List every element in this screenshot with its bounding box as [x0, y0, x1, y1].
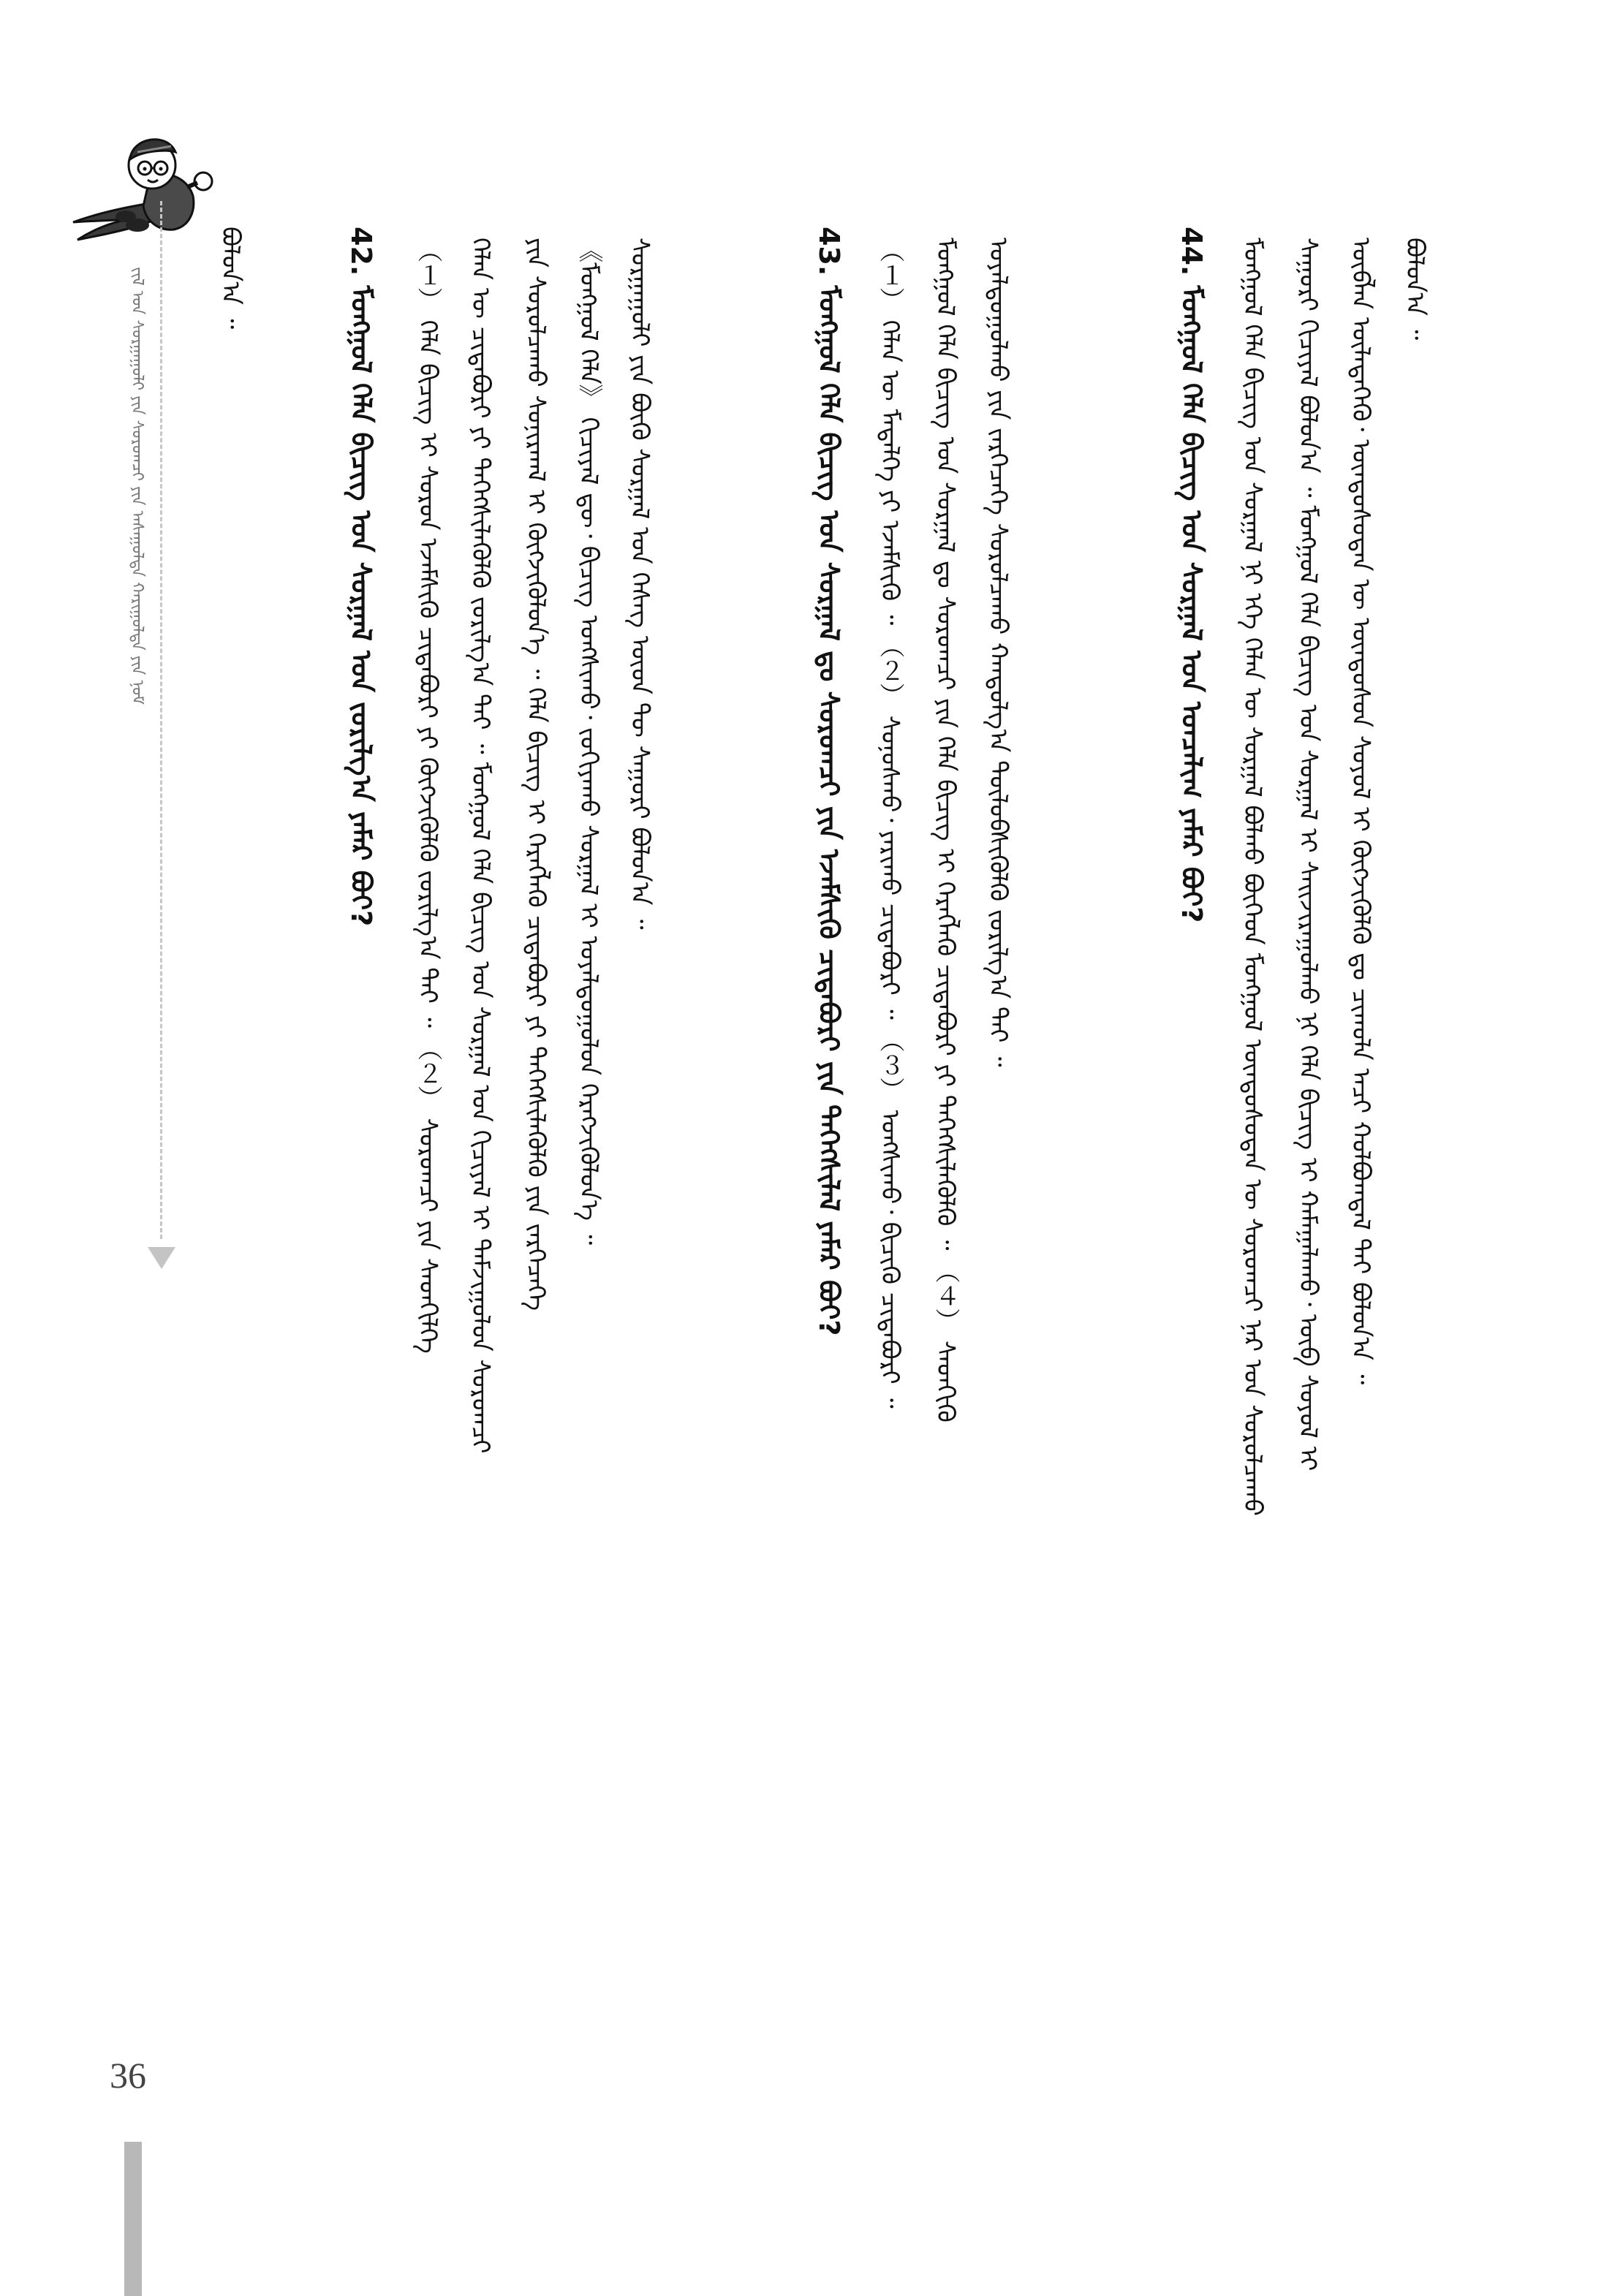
answer-42-line: ᠬᠡᠯᠡᠨ ᠦ ᠴᠢᠳᠠᠪᠤᠷᠢ ᠶᠢ ᠳᠡᠭᠡᠭᠰᠢᠯᠡᠭᠦᠯᠬᠦ ᠵᠣᠷᠢᠯᠭ᠎ᠠ ᠲᠠᠢ ᠃ ᠮᠣᠩᠭᠣᠯ ᠬᠡᠯᠡ ᠪᠢᠴᠢᠭ ᠤᠨ ᠰᠤᠷᠭᠠᠯ ᠤᠨ ᠬᠢᠴᠢᠶᠡᠯ ᠢ ᠳᠠᠮᠵᠢᠭᠤᠯᠤᠨ ᠰᠤᠷᠤᠭᠴᠢ [466, 238, 495, 1454]
page-number: 36 [110, 2055, 146, 2096]
question-43-heading: 43. ᠮᠣᠩᠭᠣᠯ ᠬᠡᠯᠡ ᠪᠢᠴᠢᠭ ᠤᠨ ᠰᠤᠷᠭᠠᠯ ᠳᠤ ᠰᠤᠷᠤᠭᠴᠢ ᠶᠢᠨ ᠡᠵᠡᠮᠰᠢᠬᠦ ᠴᠢᠳᠠᠪᠤᠷᠢ ᠶᠢᠨ ᠳᠡᠭᠡᠭᠰᠢᠯᠡᠯ ᠶᠠᠮᠠᠷ ᠪᠤᠢ? [813, 227, 845, 1336]
header-dashed-rule [160, 201, 162, 1239]
answer-43-line: （１） ᠬᠡᠯᠡᠨ ᠦ ᠮᠡᠳᠡᠯᠭᠡ ᠶᠢ ᠡᠵᠡᠮᠰᠢᠬᠦ ᠃ （２） ᠰᠣᠨᠤᠰᠬᠤ᠂ ᠶᠠᠷᠢᠬᠤ ᠴᠢᠳᠠᠪᠤᠷᠢ ᠃ （３） ᠤᠩᠰᠢᠬᠤ᠂ ᠪᠢᠴᠢᠬᠦ ᠴᠢᠳᠠᠪᠤᠷᠢ ᠃ [875, 238, 904, 1409]
running-header: ᠵᠢᠯ ᠤᠨ ᠰᠤᠷᠭᠠᠭᠤᠯᠢ ᠶᠢᠨ ᠰᠤᠷᠤᠭᠴᠢ ᠶᠢᠨ ᠠᠰᠠᠭᠤᠯᠲᠠ ᠬᠠᠷᠢᠭᠤᠯᠲᠠ ᠶᠢᠨ ᠨᠣᠮ [128, 267, 146, 705]
header-arrow-icon [148, 1247, 175, 1269]
question-44-heading: 44. ᠮᠣᠩᠭᠣᠯ ᠬᠡᠯᠡ ᠪᠢᠴᠢᠭ ᠤᠨ ᠰᠤᠷᠭᠠᠯ ᠤᠨ ᠣᠨᠴᠠᠯᠢᠭ ᠶᠠᠮᠠᠷ ᠪᠤᠢ? [1176, 227, 1208, 923]
answer-42-line: ᠶᠢᠨ ᠰᠤᠷᠤᠯᠴᠠᠬᠤ ᠰᠣᠨᠢᠷᠬᠠᠯ ᠢ ᠬᠥᠭᠵᠢᠭᠦᠯᠦᠨ᠎ᠡ ᠃ ᠬᠡᠯᠡ ᠪᠢᠴᠢᠭ ᠢ ᠬᠡᠷᠡᠭᠯᠡᠬᠦ ᠴᠢᠳᠠᠪᠤᠷᠢ ᠶᠢ ᠳᠡᠭᠡᠭᠰᠢᠯᠡᠭᠦᠯᠬᠦ ᠶᠢᠨ ᠵᠡᠷᠭᠡᠴᠡᠭᠡ [521, 238, 551, 1311]
answer-44-line: ᠥᠪᠯᠡᠨ ᠦᠯᠡᠳᠡᠭᠡᠬᠦ᠂ ᠦᠨᠳᠦᠰᠦᠲᠡᠨ ᠦ ᠦᠨᠳᠦᠰᠦᠨ ᠰᠣᠶᠣᠯ ᠢ ᠬᠥᠭᠵᠢᠭᠦᠯᠬᠦ ᠳᠤ ᠴᠢᠬᠤᠯᠠ ᠠᠴᠢ ᠬᠣᠯᠪᠣᠭᠳᠠᠯ ᠲᠠᠢ ᠪᠣᠯᠤᠨ᠎ᠠ ᠃ [1346, 238, 1375, 1385]
answer-44-line: ᠪᠣᠯᠤᠨ᠎ᠠ ᠃ [1400, 238, 1429, 341]
cartoon-boy-icon [64, 130, 222, 254]
answer-42-line: ᠰᠤᠷᠭᠠᠭᠤᠯᠢ ᠶᠢᠨ ᠪᠦᠬᠦ ᠰᠤᠷᠭᠠᠯ ᠤᠨ ᠬᠡᠰᠡᠭ ᠦᠳ ᠲᠦ ᠰᠠᠭᠤᠷᠢ ᠪᠣᠯᠤᠨ᠎ᠠ ᠃ [625, 238, 654, 930]
answer-43-line: ᠮᠣᠩᠭᠣᠯ ᠬᠡᠯᠡ ᠪᠢᠴᠢᠭ ᠤᠨ ᠰᠤᠷᠭᠠᠯ ᠳᠤ ᠰᠤᠷᠤᠭᠴᠢ ᠶᠢᠨ ᠬᠡᠯᠡ ᠪᠢᠴᠢᠭ ᠢ ᠬᠡᠷᠡᠭᠯᠡᠬᠦ ᠴᠢᠳᠠᠪᠤᠷᠢ ᠶᠢ ᠳᠡᠭᠡᠭᠰᠢᠯᠡᠭᠦᠯᠬᠦ ᠃ （４） ᠰᠡᠳᠬᠢᠬᠦ [931, 238, 960, 1422]
answer-43-line: ᠤᠶᠠᠯᠳᠤᠭᠤᠯᠬᠤ ᠶᠢᠨ ᠵᠡᠷᠭᠡᠴᠡᠭᠡ ᠰᠤᠷᠤᠯᠴᠠᠬᠤ ᠬᠠᠨᠳᠤᠯᠭ᠎ᠠ ᠲᠥᠯᠥᠪᠰᠢᠭᠦᠯᠬᠦ ᠵᠣᠷᠢᠯᠭ᠎ᠠ ᠲᠠᠢ ᠃ [983, 238, 1013, 1067]
answer-44-line: ᠰᠠᠭᠤᠷᠢ ᠬᠢᠴᠢᠶᠡᠯ ᠪᠣᠯᠤᠨ᠎ᠠ ᠃ ᠮᠣᠩᠭᠣᠯ ᠬᠡᠯᠡ ᠪᠢᠴᠢᠭ ᠤᠨ ᠰᠤᠷᠭᠠᠯ ᠢ ᠰᠠᠢᠵᠢᠷᠠᠭᠤᠯᠬᠤ ᠨᠢ ᠬᠡᠯᠡ ᠪᠢᠴᠢᠭ ᠢ ᠬᠠᠮᠠᠭᠠᠯᠠᠬᠤ᠂ ᠥᠪ ᠰᠣᠶᠣᠯ ᠢ [1293, 238, 1323, 1471]
answer-42-line: （１） ᠬᠡᠯᠡ ᠪᠢᠴᠢᠭ ᠢ ᠰᠤᠷᠤᠨ ᠡᠵᠡᠮᠰᠢᠬᠦ ᠴᠢᠳᠠᠪᠤᠷᠢ ᠶᠢ ᠬᠥᠭᠵᠢᠭᠦᠯᠬᠦ ᠵᠣᠷᠢᠯᠭ᠎ᠠ ᠲᠠᠢ ᠃ （２） ᠰᠤᠷᠤᠭᠴᠢ ᠶᠢᠨ ᠰᠡᠳᠬᠢᠯᠭᠡ [413, 238, 442, 1354]
text-column: ᠪᠣᠯᠤᠨ᠎ᠠ ᠃ [216, 227, 245, 330]
answer-42-line: 《ᠮᠣᠩᠭᠣᠯ ᠬᠡᠯᠡ》 ᠬᠢᠴᠢᠶᠡᠯ ᠳᠦ᠂ ᠪᠢᠴᠢᠭ ᠤᠩᠰᠢᠬᠤ᠂ ᠵᠣᠬᠢᠶᠠᠬᠤ ᠰᠤᠷᠭᠠᠯ ᠢ ᠤᠶᠠᠯᠳᠤᠭᠤᠯᠤᠨ ᠬᠡᠷᠡᠭᠵᠢᠭᠦᠯᠦᠨ᠎ᠡ ᠃ [574, 238, 603, 1246]
answer-44-line: ᠮᠣᠩᠭᠣᠯ ᠬᠡᠯᠡ ᠪᠢᠴᠢᠭ ᠤᠨ ᠰᠤᠷᠭᠠᠯ ᠨᠢ ᠡᠬᠡ ᠬᠡᠯᠡᠨ ᠦ ᠰᠤᠷᠭᠠᠯ ᠪᠣᠯᠬᠤ ᠪᠥᠭᠡᠳ ᠮᠣᠩᠭᠣᠯ ᠦᠨᠳᠦᠰᠦᠲᠡᠨ ᠦ ᠰᠤᠷᠤᠭᠴᠢ ᠨᠠᠷ ᠤᠨ ᠰᠤᠷᠤᠯᠴᠠᠬᠤ [1238, 238, 1267, 1516]
question-42-heading: 42. ᠮᠣᠩᠭᠣᠯ ᠬᠡᠯᠡ ᠪᠢᠴᠢᠭ ᠤᠨ ᠰᠤᠷᠭᠠᠯ ᠤᠨ ᠵᠣᠷᠢᠯᠭ᠎ᠠ ᠶᠠᠮᠠᠷ ᠪᠤᠢ? [345, 227, 377, 927]
page-tab-bar [124, 2142, 142, 2296]
